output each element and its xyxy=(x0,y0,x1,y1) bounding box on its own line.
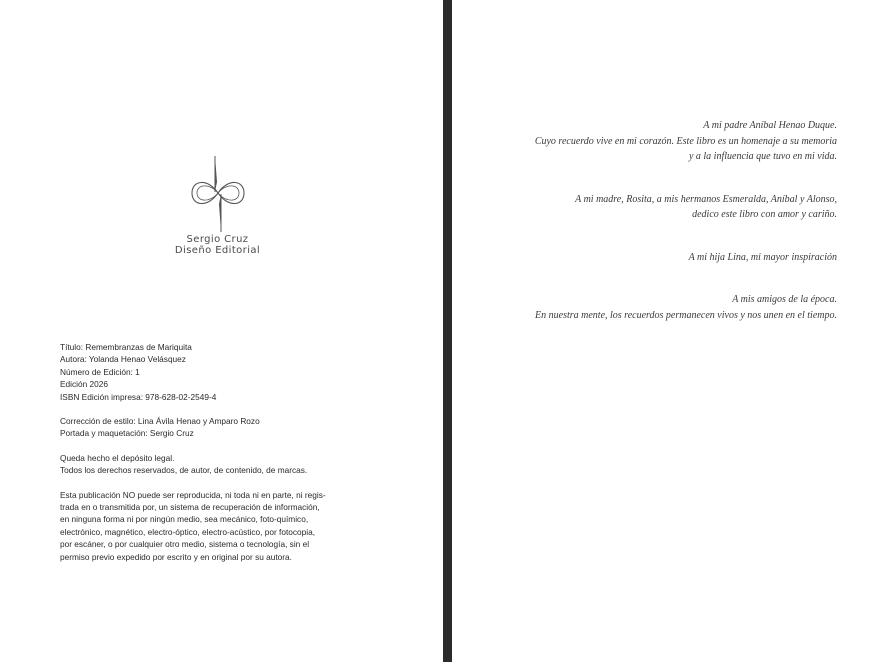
legal-notice xyxy=(60,489,360,563)
isbn: ISBN Edición impresa: 978-628-02-2549-4 xyxy=(60,391,217,402)
dedication-line: A mis amigos de la época. xyxy=(732,294,837,305)
right-page xyxy=(452,0,895,662)
legal-line: trada en o transmitida por, un sistema de recuperación de información, xyxy=(60,502,320,513)
dedication-line: Cuyo recuerdo vive en mi corazón. Este libro es un homenaje a su memoria xyxy=(534,135,837,147)
dedication-line: y a la influencia que tuvo en mi vida. xyxy=(688,151,837,162)
dedication-line: A mi hija Lina, mi mayor inspiración xyxy=(688,251,837,263)
colophon xyxy=(60,341,360,575)
rights-reserved: Todos los derechos reservados, de autor, de contenido, de marcas. xyxy=(60,465,308,476)
book-info xyxy=(60,341,360,403)
style-correction: Corrección de estilo: Lina Ávila Henao y Amparo Rozo xyxy=(60,416,260,427)
dedication-friends xyxy=(437,292,837,323)
edition-year: Edición 2026 xyxy=(60,379,108,390)
book-author: Autora: Yolanda Henao Velásquez xyxy=(60,354,186,365)
legal-line: electrónico, magnético, electro-óptico, electro-acústico, por fotocopia, xyxy=(60,526,316,537)
infinity-compass-icon xyxy=(188,152,248,234)
logo-name: Sergio Cruz xyxy=(186,234,249,245)
edition-number: Número de Edición: 1 xyxy=(60,366,140,377)
dedication-daughter xyxy=(437,250,837,266)
publisher-logo xyxy=(160,152,275,256)
legal-line: por escáner, o por cualquier otro medio, sistema o tecnología, sin el xyxy=(60,539,310,550)
legal-line: en ninguna forma ni por ningún medio, sea mecánico, foto-químico, xyxy=(60,514,309,525)
legal-deposit: Queda hecho el depósito legal. xyxy=(60,452,175,463)
dedications xyxy=(437,118,837,323)
book-gutter xyxy=(443,0,452,662)
credits xyxy=(60,415,360,440)
book-title: Título: Remembranzas de Mariquita xyxy=(60,342,192,352)
logo-subtitle: Diseño Editorial xyxy=(174,245,261,256)
dedication-line: dedico este libro con amor y cariño. xyxy=(692,209,837,220)
dedication-line: En nuestra mente, los recuerdos permanecen vivos y nos unen en el tiempo. xyxy=(535,309,837,321)
dedication-line: A mi padre Aníbal Henao Duque. xyxy=(703,120,837,131)
cover-layout: Portada y maquetación: Sergio Cruz xyxy=(60,428,194,439)
left-page xyxy=(0,0,443,662)
dedication-line: A mi madre, Rosita, a mis hermanos Esmeralda, Aníbal y Alonso, xyxy=(575,193,837,205)
legal-line: permiso previo expedido por escrito y en original por su autora. xyxy=(60,551,292,562)
dedication-mother xyxy=(437,192,837,223)
rights xyxy=(60,452,360,477)
legal-line: Esta publicación NO puede ser reproducida, ni toda ni en parte, ni regis- xyxy=(60,489,326,500)
dedication-father xyxy=(437,118,837,165)
